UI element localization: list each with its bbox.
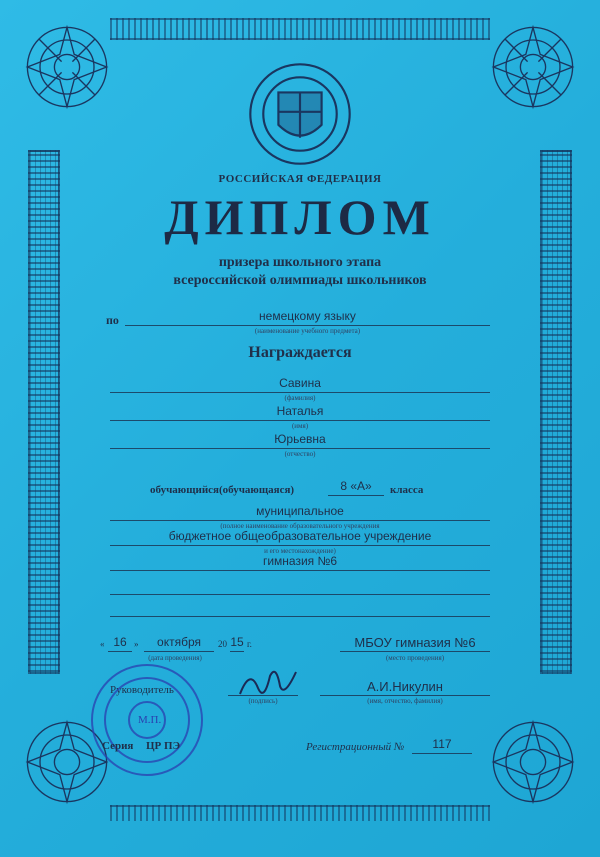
institution-line-2: [110, 545, 490, 546]
institution-caption-1: (полное наименование образовательного учреждения: [220, 522, 380, 530]
subtitle-line-1: призера школьного этапа: [218, 255, 382, 270]
rosette-ornament-icon: [488, 717, 578, 807]
signatory-name-caption: (имя, отчество, фамилия): [367, 697, 443, 705]
award-heading: Награждается: [248, 344, 352, 361]
rosette-ornament-icon: [488, 22, 578, 112]
date-close-quote: »: [134, 639, 139, 649]
institution-value-2: бюджетное общеобразовательное учреждение: [168, 529, 432, 543]
surname-caption: (фамилия): [284, 394, 316, 402]
date-year-line: [230, 651, 244, 652]
grade-label-before: обучающийся(обучающаяся): [150, 484, 295, 496]
registration-line: [412, 753, 472, 754]
venue-line: [340, 651, 490, 652]
stamp-text: М.П.: [138, 714, 162, 726]
name-caption: (имя): [291, 422, 309, 430]
date-day-line: [108, 651, 132, 652]
institution-value-3: гимназия №6: [262, 554, 338, 568]
registration-label: Регистрационный №: [306, 741, 405, 753]
blank-line-2: [110, 616, 490, 617]
date-caption: (дата проведения): [148, 654, 202, 662]
subject-line: [125, 325, 490, 326]
venue-caption: (место проведения): [385, 654, 445, 662]
diploma-title: ДИПЛОМ: [164, 189, 436, 245]
registration-number: 117: [432, 737, 452, 751]
date-year-prefix: 20: [218, 639, 227, 649]
institution-line-3: [110, 570, 490, 571]
institution-line-1: [110, 520, 490, 521]
signatory-name: А.И.Никулин: [367, 679, 443, 694]
grade-value: 8 «А»: [340, 479, 372, 493]
date-day: 16: [113, 635, 127, 649]
series-label: Серия: [102, 740, 134, 752]
name-value: Наталья: [276, 404, 324, 418]
signature-caption: (подпись): [248, 697, 278, 705]
date-month: октября: [157, 635, 201, 649]
series-value: ЦР ПЭ: [146, 740, 181, 752]
date-month-line: [144, 651, 214, 652]
subject-value: немецкому языку: [259, 309, 356, 323]
signatory-name-line: [320, 695, 490, 696]
name-line: [110, 420, 490, 421]
federation-heading: РОССИЙСКАЯ ФЕДЕРАЦИЯ: [218, 173, 382, 185]
olympiad-emblem-icon: [246, 60, 354, 168]
date-year-suffix: г.: [247, 639, 252, 649]
frame-top-border: [110, 18, 490, 40]
surname-value: Савина: [279, 376, 321, 390]
date-year: 15: [230, 635, 244, 649]
date-open-quote: «: [100, 639, 105, 649]
signature-mark: [236, 662, 306, 702]
subtitle-line-2: всероссийской олимпиады школьников: [173, 273, 427, 288]
institution-value-1: муниципальное: [256, 504, 344, 518]
venue-value: МБОУ гимназия №6: [354, 635, 476, 650]
surname-line: [110, 392, 490, 393]
rosette-ornament-icon: [22, 22, 112, 112]
patronymic-line: [110, 448, 490, 449]
signatory-role: Руководитель: [110, 684, 174, 696]
frame-bottom-border: [110, 805, 490, 821]
subject-prefix: по: [106, 313, 119, 327]
institution-caption-2: и его местонахождение): [264, 547, 336, 555]
subject-caption: (наименование учебного предмета): [254, 327, 361, 335]
patronymic-value: Юрьевна: [274, 432, 326, 446]
grade-label-after: класса: [390, 484, 424, 496]
blank-line-1: [110, 594, 490, 595]
grade-line: [328, 495, 384, 496]
patronymic-caption: (отчество): [284, 450, 316, 458]
